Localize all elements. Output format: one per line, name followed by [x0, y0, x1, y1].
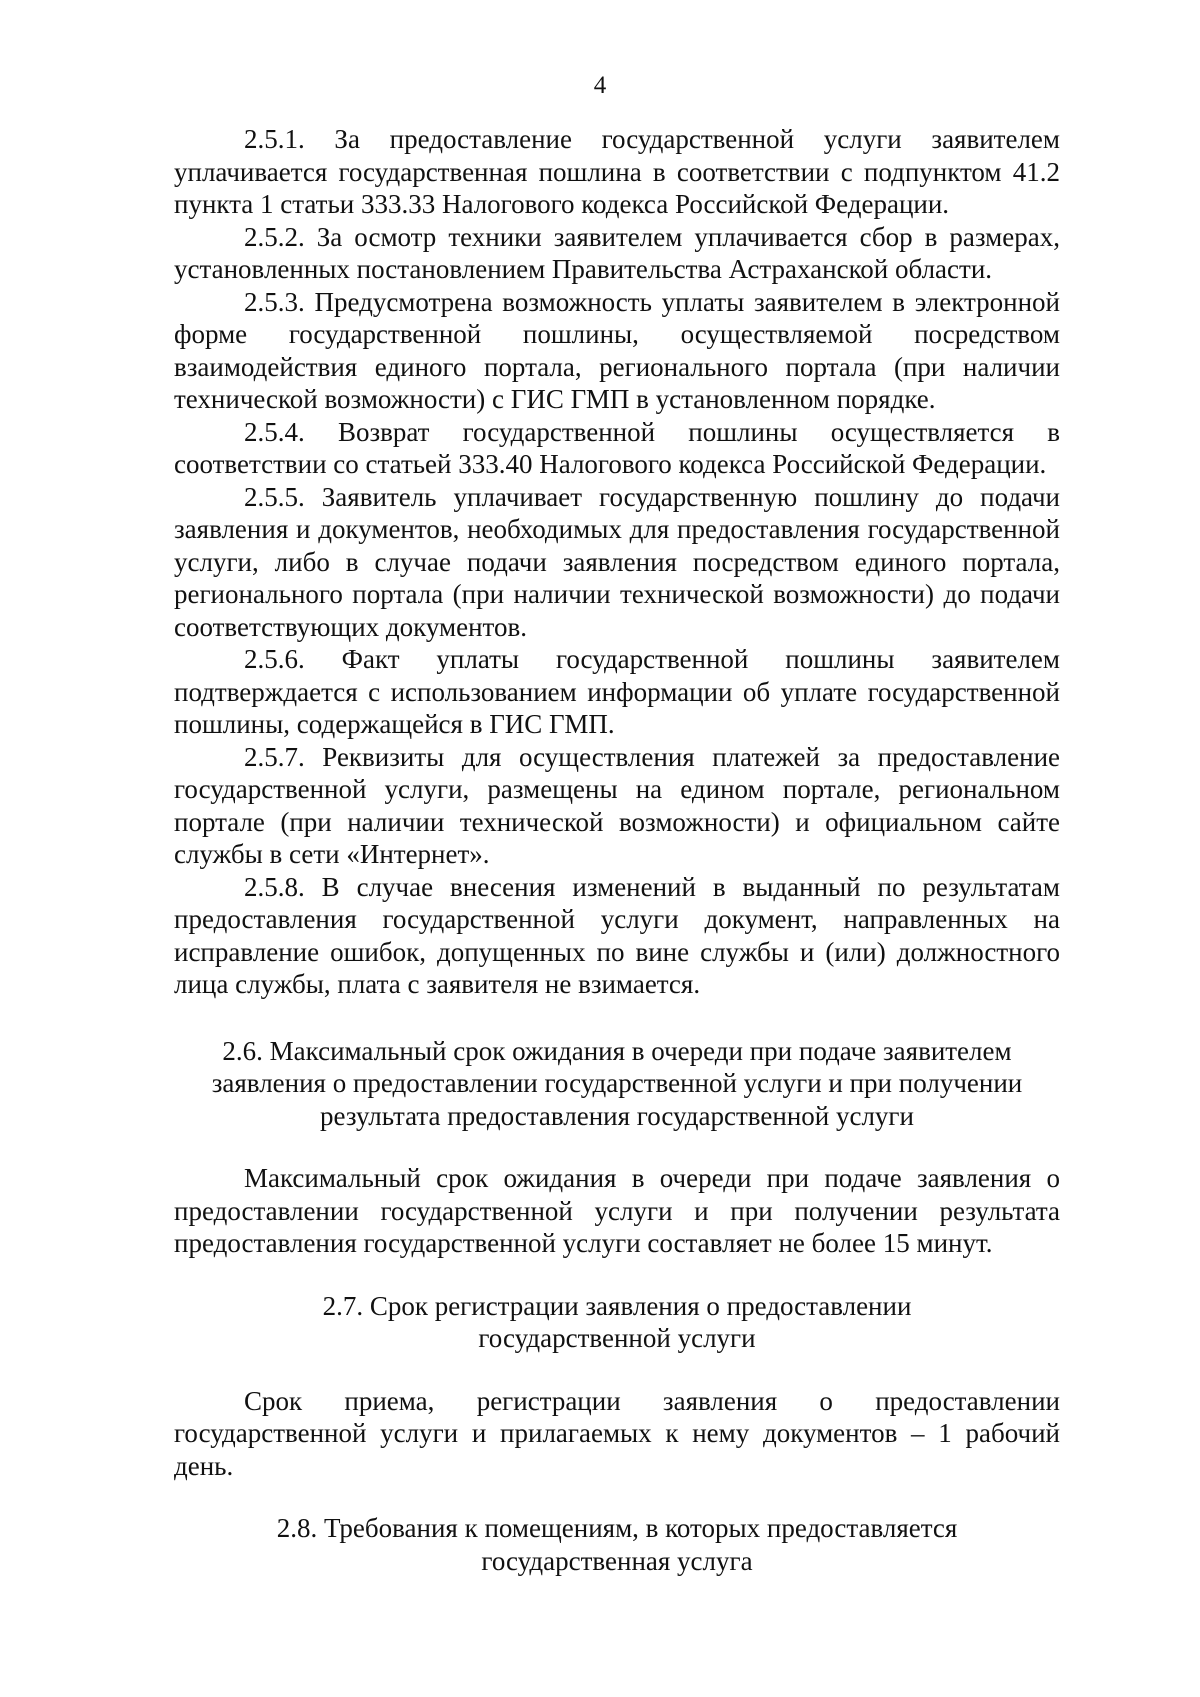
- heading-2-8-line-2: государственная услуга: [481, 1545, 753, 1576]
- paragraph-2-7-text: Срок приема, регистрации заявления о предоставлении государственной услуги и прилагаемых к нему документов – 1 рабочий день.: [174, 1385, 1060, 1481]
- paragraph-2-5-5: 2.5.5. Заявитель уплачивает государственную пошлину до подачи заявления и документов, необходимых для предоставления государственной услуги, либо в случае подачи заявления посредством единого портала, регионального портала (при наличии технической возможности) до подачи соответствующих документов.: [174, 481, 1060, 642]
- paragraph-2-5-2: 2.5.2. За осмотр техники заявителем уплачивается сбор в размерах, установленных постановлением Правительства Астраханской области.: [174, 221, 1060, 284]
- heading-2-7: [174, 1290, 1060, 1355]
- document-body: [174, 123, 1060, 1577]
- heading-2-6-line-1: 2.6. Максимальный срок ожидания в очереди при подаче заявителем: [222, 1035, 1012, 1066]
- paragraph-2-6-text: Максимальный срок ожидания в очереди при подаче заявления о предоставлении государственной услуги и при получении результата предоставления государственной услуги составляет не более 15 минут.: [174, 1163, 1060, 1258]
- heading-2-8-line-1: 2.8. Требования к помещениям, в которых предоставляется: [276, 1513, 958, 1543]
- paragraph-2-5-1: 2.5.1. За предоставление государственной услуги заявителем уплачивается государственная пошлина в соответствии с подпунктом 41.2 пункта 1 статьи 333.33 Налогового кодекса Российской Федерации.: [174, 124, 1060, 219]
- paragraph-2-5-3: 2.5.3. Предусмотрена возможность уплаты заявителем в электронной форме государственной пошлины, осуществляемой посредством взаимодействия единого портала, регионального портала (при наличии технической возможности) с ГИС ГМП в установленном порядке.: [174, 286, 1060, 414]
- paragraph-2-5-6: 2.5.6. Факт уплаты государственной пошлины заявителем подтверждается с использованием информации об уплате государственной пошлины, содержащейся в ГИС ГМП.: [174, 644, 1060, 739]
- heading-2-7-line-2: государственной услуги: [478, 1323, 756, 1353]
- heading-2-6: [174, 1035, 1060, 1133]
- page-number: 4: [593, 72, 607, 99]
- paragraph-2-5-4: 2.5.4. Возврат государственной пошлины осуществляется в соответствии со статьей 333.40 Налогового кодекса Российской Федерации.: [174, 416, 1060, 479]
- paragraph-2-5-8: 2.5.8. В случае внесения изменений в выданный по результатам предоставления государственной услуги документ, направленных на исправление ошибок, допущенных по вине службы и (или) должностного лица службы, плата с заявителя не взимается.: [174, 871, 1060, 999]
- heading-2-6-line-2: заявления о предоставлении государственной услуги и при получении: [211, 1068, 1023, 1098]
- paragraph-2-5-7: 2.5.7. Реквизиты для осуществления платежей за предоставление государственной услуги, размещены на едином портале, региональном портале (при наличии технической возможности) и официальном сайте службы в сети «Интернет».: [174, 741, 1060, 869]
- heading-2-6-line-3: результата предоставления государственной услуги: [320, 1100, 914, 1131]
- heading-2-7-line-1: 2.7. Срок регистрации заявления о предоставлении: [322, 1290, 912, 1321]
- heading-2-8: [174, 1512, 1060, 1577]
